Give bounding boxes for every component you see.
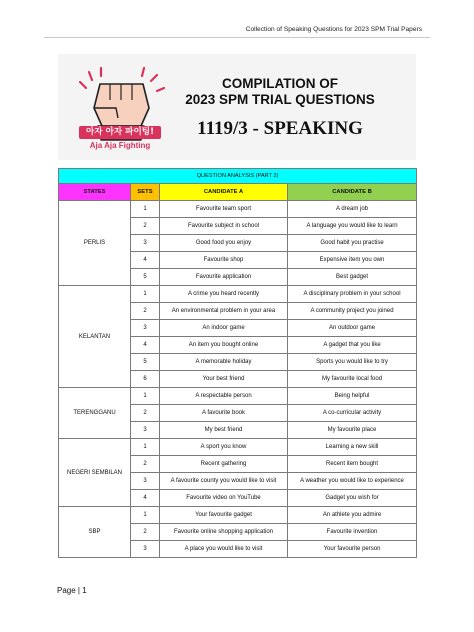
set-number-cell: 1 [131, 388, 160, 405]
set-number-cell: 2 [131, 524, 160, 541]
table-row [59, 201, 417, 218]
set-number-cell: 5 [131, 269, 160, 286]
candidate-b-topic: A disciplinary problem in your school [288, 286, 417, 303]
table-row [59, 439, 417, 456]
set-number-cell: 1 [131, 439, 160, 456]
candidate-a-topic: A favourite county you would like to visit [160, 473, 288, 490]
set-number-cell: 3 [131, 541, 160, 558]
column-header-candidate-a: CANDIDATE A [160, 184, 288, 201]
candidate-a-topic: A favourite book [160, 405, 288, 422]
title-line-2: 2023 SPM TRIAL QUESTIONS [185, 92, 375, 107]
table-row [59, 286, 417, 303]
candidate-a-topic: An item you bought online [160, 337, 288, 354]
set-number-cell: 3 [131, 422, 160, 439]
candidate-b-topic: An athlete you admire [288, 507, 417, 524]
set-number-cell: 1 [131, 507, 160, 524]
candidate-b-topic: A co-curricular activity [288, 405, 417, 422]
table-body [59, 201, 417, 558]
candidate-b-topic: Best gadget [288, 269, 417, 286]
candidate-a-topic: Favourite application [160, 269, 288, 286]
candidate-a-topic: Good food you enjoy [160, 235, 288, 252]
title-line-3: 1119/3 - SPEAKING [197, 118, 363, 139]
logo-korean-text: 아자 아자 파이팅! [79, 126, 161, 139]
candidate-b-topic: My favourite place [288, 422, 417, 439]
state-cell: PERLIS [59, 201, 131, 286]
candidate-a-topic: Favourite team sport [160, 201, 288, 218]
candidate-a-topic: Favourite online shopping application [160, 524, 288, 541]
title-line-1: COMPILATION OF [222, 76, 338, 91]
candidate-b-topic: Expensive item you own [288, 252, 417, 269]
candidate-a-topic: My best friend [160, 422, 288, 439]
logo-english-text: Aja Aja Fighting [89, 141, 151, 150]
set-number-cell: 1 [131, 201, 160, 218]
candidate-b-topic: My favourite local food [288, 371, 417, 388]
candidate-a-topic: A crime you heard recently [160, 286, 288, 303]
set-number-cell: 2 [131, 456, 160, 473]
candidate-b-topic: Your favourite person [288, 541, 417, 558]
state-cell: SBP [59, 507, 131, 558]
set-number-cell: 4 [131, 490, 160, 507]
table-row [59, 507, 417, 524]
candidate-a-topic: A place you would like to visit [160, 541, 288, 558]
set-number-cell: 2 [131, 218, 160, 235]
table-row [59, 388, 417, 405]
candidate-a-topic: An environmental problem in your area [160, 303, 288, 320]
candidate-b-topic: A community project you joined [288, 303, 417, 320]
set-number-cell: 3 [131, 473, 160, 490]
candidate-a-topic: Your best friend [160, 371, 288, 388]
candidate-a-topic: Recent gathering [160, 456, 288, 473]
set-number-cell: 4 [131, 252, 160, 269]
set-number-cell: 3 [131, 235, 160, 252]
candidate-b-topic: Good habit you practise [288, 235, 417, 252]
state-cell: KELANTAN [59, 286, 131, 388]
candidate-a-topic: Favourite video on YouTube [160, 490, 288, 507]
set-number-cell: 6 [131, 371, 160, 388]
candidate-b-topic: Learning a new skill [288, 439, 417, 456]
set-number-cell: 2 [131, 405, 160, 422]
candidate-b-topic: A weather you would like to experience [288, 473, 417, 490]
candidate-a-topic: A memorable holiday [160, 354, 288, 371]
candidate-b-topic: A gadget that you like [288, 337, 417, 354]
candidate-a-topic: A sport you know [160, 439, 288, 456]
header-rule [44, 37, 430, 38]
set-number-cell: 1 [131, 286, 160, 303]
candidate-b-topic: Favourite invention [288, 524, 417, 541]
set-number-cell: 2 [131, 303, 160, 320]
set-number-cell: 5 [131, 354, 160, 371]
set-number-cell: 4 [131, 337, 160, 354]
question-analysis-table [58, 168, 417, 558]
candidate-a-topic: Favourite shop [160, 252, 288, 269]
column-header-candidate-b: CANDIDATE B [288, 184, 417, 201]
running-header: Collection of Speaking Questions for 2023 SPM Trial Papers [245, 26, 422, 33]
candidate-b-topic: A language you would like to learn [288, 218, 417, 235]
candidate-a-topic: An indoor game [160, 320, 288, 337]
candidate-b-topic: An outdoor game [288, 320, 417, 337]
candidate-b-topic: Gadget you wish for [288, 490, 417, 507]
candidate-b-topic: Being helpful [288, 388, 417, 405]
candidate-a-topic: A respectable person [160, 388, 288, 405]
state-cell: TERENGGANU [59, 388, 131, 439]
candidate-b-topic: A dream job [288, 201, 417, 218]
page-footer: Page | 1 [57, 586, 87, 595]
set-number-cell: 3 [131, 320, 160, 337]
column-header-sets: SETS [131, 184, 160, 201]
candidate-a-topic: Favourite subject in school [160, 218, 288, 235]
state-cell: NEGERI SEMBILAN [59, 439, 131, 507]
candidate-b-topic: Recent item bought [288, 456, 417, 473]
table-title: QUESTION ANALYSIS (PART 2) [59, 169, 417, 184]
column-header-states: STATES [59, 184, 131, 201]
candidate-a-topic: Your favourite gadget [160, 507, 288, 524]
candidate-b-topic: Sports you would like to try [288, 354, 417, 371]
